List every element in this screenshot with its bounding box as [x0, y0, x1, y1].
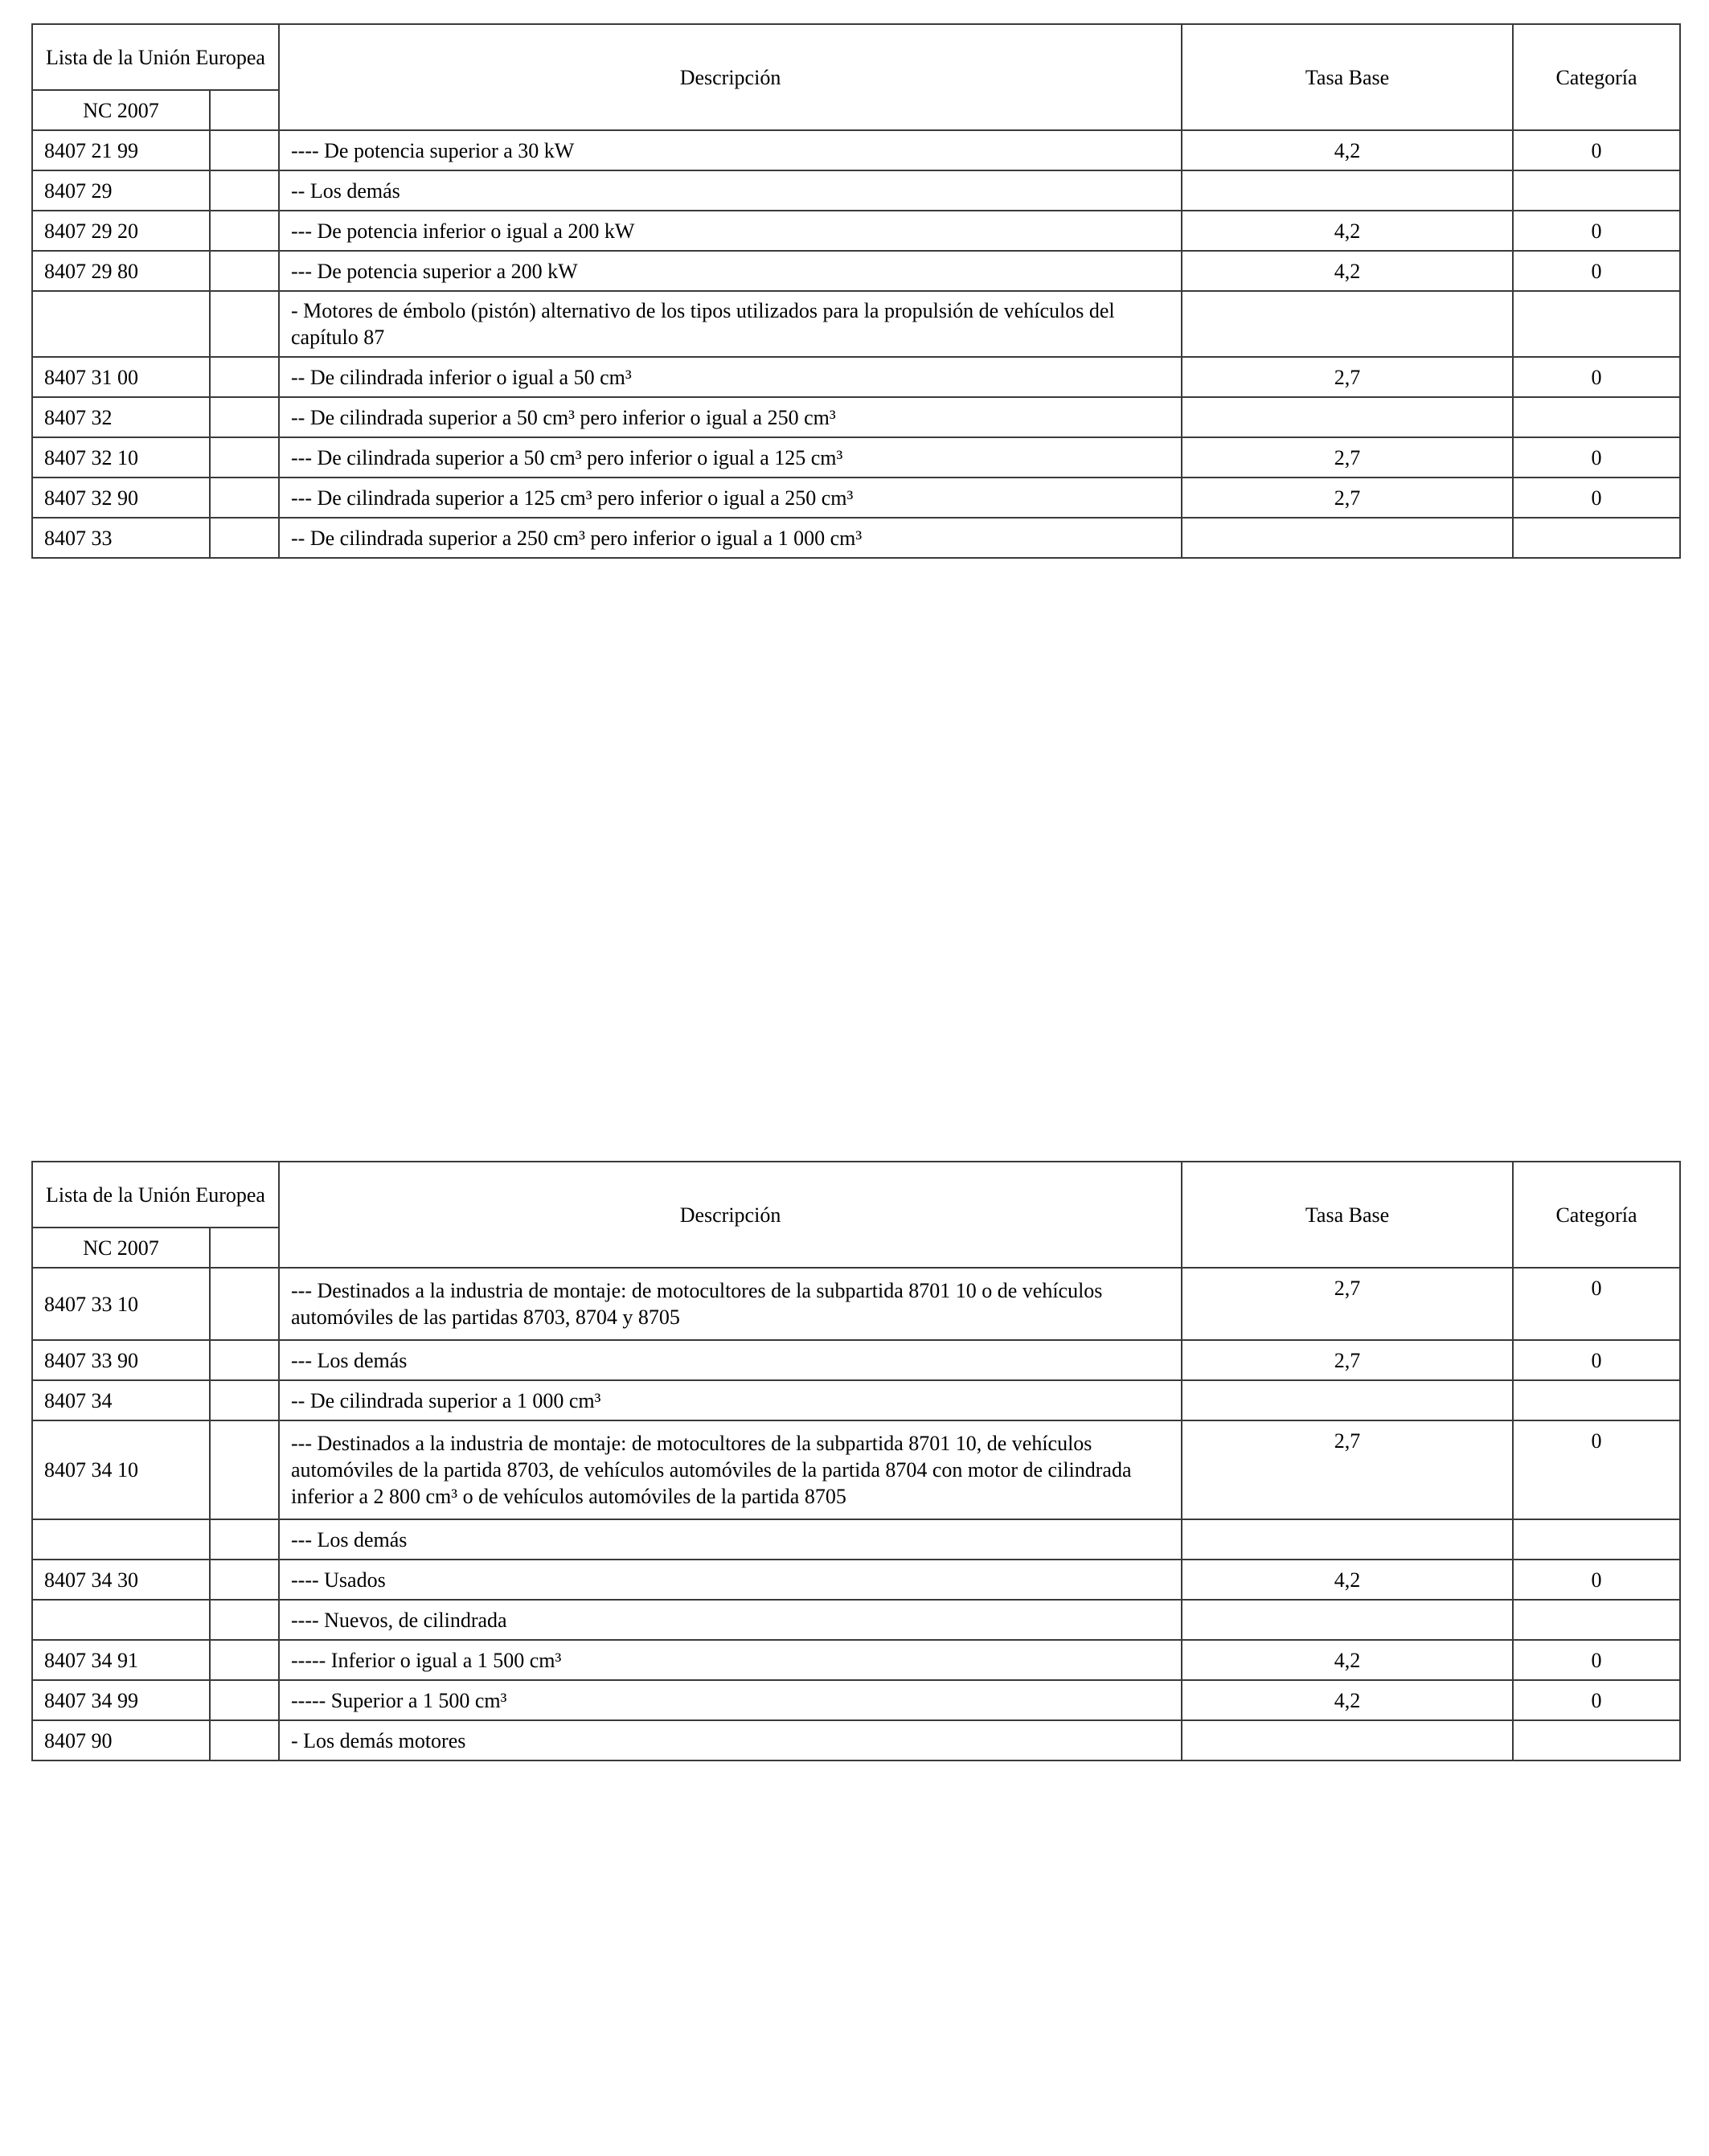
blank-cell: [210, 1268, 279, 1340]
description-cell: --- Destinados a la industria de montaje: de motocultores de la subpartida 8701 10, de vehículos automóviles de la partida 8703, de vehículos automóviles de la partida 8704 con motor de cilindrada inferior a 2 800 cm³ o de vehículos automóviles de la partida 8705: [279, 1420, 1182, 1519]
category-cell: [1513, 518, 1680, 558]
category-cell: [1513, 1600, 1680, 1640]
rate-cell: [1182, 1720, 1513, 1760]
table-row: [32, 291, 1680, 357]
header-nc: NC 2007: [32, 1228, 210, 1268]
tariff-table-1: [31, 23, 1681, 559]
blank-cell: [210, 211, 279, 251]
table-row: [32, 357, 1680, 397]
rate-cell: [1182, 1600, 1513, 1640]
description-cell: --- Los demás: [279, 1340, 1182, 1380]
rate-cell: 4,2: [1182, 1680, 1513, 1720]
header-description: Descripción: [279, 1162, 1182, 1268]
category-cell: 0: [1513, 211, 1680, 251]
header-list-title: Lista de la Unión Europea: [32, 1162, 279, 1228]
description-cell: - Los demás motores: [279, 1720, 1182, 1760]
rate-cell: 4,2: [1182, 211, 1513, 251]
code-cell: 8407 32 90: [32, 478, 210, 518]
table-row: [32, 1519, 1680, 1560]
description-cell: --- Los demás: [279, 1519, 1182, 1560]
rate-cell: 4,2: [1182, 1640, 1513, 1680]
rate-cell: 4,2: [1182, 1560, 1513, 1600]
blank-cell: [210, 1519, 279, 1560]
rate-cell: [1182, 397, 1513, 437]
blank-cell: [210, 1680, 279, 1720]
header-rate: Tasa Base: [1182, 1162, 1513, 1268]
code-cell: 8407 34 91: [32, 1640, 210, 1680]
blank-cell: [210, 397, 279, 437]
description-cell: --- De potencia inferior o igual a 200 kW: [279, 211, 1182, 251]
description-cell: ---- De potencia superior a 30 kW: [279, 130, 1182, 170]
code-cell: 8407 29 80: [32, 251, 210, 291]
code-cell: 8407 33 90: [32, 1340, 210, 1380]
table-row: [32, 1380, 1680, 1420]
header-description: Descripción: [279, 24, 1182, 130]
category-cell: 0: [1513, 1640, 1680, 1680]
category-cell: 0: [1513, 437, 1680, 478]
blank-cell: [210, 1560, 279, 1600]
code-cell: 8407 32 10: [32, 437, 210, 478]
category-cell: 0: [1513, 251, 1680, 291]
rate-cell: [1182, 1519, 1513, 1560]
table-row: [32, 1340, 1680, 1380]
header-empty-cell: [210, 90, 279, 130]
description-cell: -- De cilindrada superior a 50 cm³ pero inferior o igual a 250 cm³: [279, 397, 1182, 437]
header-rate: Tasa Base: [1182, 24, 1513, 130]
table-row: [32, 437, 1680, 478]
rate-cell: 4,2: [1182, 251, 1513, 291]
code-cell: 8407 29 20: [32, 211, 210, 251]
code-cell: 8407 34: [32, 1380, 210, 1420]
category-cell: 0: [1513, 1680, 1680, 1720]
category-cell: [1513, 1519, 1680, 1560]
description-cell: --- Destinados a la industria de montaje: de motocultores de la subpartida 8701 10 o de vehículos automóviles de las partidas 8703, 8704 y 8705: [279, 1268, 1182, 1340]
table-row: [32, 211, 1680, 251]
rate-cell: 2,7: [1182, 357, 1513, 397]
table-row: [32, 1268, 1680, 1340]
blank-cell: [210, 437, 279, 478]
tariff-table-2: [31, 1161, 1681, 1761]
table-row: [32, 1720, 1680, 1760]
description-cell: -- De cilindrada superior a 250 cm³ pero inferior o igual a 1 000 cm³: [279, 518, 1182, 558]
code-cell: [32, 1600, 210, 1640]
blank-cell: [210, 1640, 279, 1680]
description-cell: ----- Superior a 1 500 cm³: [279, 1680, 1182, 1720]
table-row: [32, 251, 1680, 291]
category-cell: 0: [1513, 1340, 1680, 1380]
category-cell: [1513, 1720, 1680, 1760]
category-cell: [1513, 397, 1680, 437]
category-cell: 0: [1513, 357, 1680, 397]
category-cell: 0: [1513, 130, 1680, 170]
header-empty-cell: [210, 1228, 279, 1268]
blank-cell: [210, 478, 279, 518]
description-cell: -- De cilindrada inferior o igual a 50 cm³: [279, 357, 1182, 397]
blank-cell: [210, 130, 279, 170]
rate-cell: 2,7: [1182, 1268, 1513, 1340]
table-row: [32, 1680, 1680, 1720]
blank-cell: [210, 1340, 279, 1380]
description-cell: --- De potencia superior a 200 kW: [279, 251, 1182, 291]
code-cell: 8407 90: [32, 1720, 210, 1760]
description-cell: --- De cilindrada superior a 125 cm³ pero inferior o igual a 250 cm³: [279, 478, 1182, 518]
blank-cell: [210, 1600, 279, 1640]
code-cell: 8407 34 30: [32, 1560, 210, 1600]
blank-cell: [210, 1380, 279, 1420]
header-category: Categoría: [1513, 24, 1680, 130]
category-cell: 0: [1513, 1420, 1680, 1519]
table-row: [32, 1560, 1680, 1600]
blank-cell: [210, 1720, 279, 1760]
category-cell: [1513, 1380, 1680, 1420]
category-cell: 0: [1513, 1268, 1680, 1340]
code-cell: 8407 21 99: [32, 130, 210, 170]
code-cell: [32, 1519, 210, 1560]
table-row: [32, 397, 1680, 437]
blank-cell: [210, 518, 279, 558]
description-cell: ---- Nuevos, de cilindrada: [279, 1600, 1182, 1640]
description-cell: --- De cilindrada superior a 50 cm³ pero inferior o igual a 125 cm³: [279, 437, 1182, 478]
rate-cell: 2,7: [1182, 1340, 1513, 1380]
code-cell: 8407 33 10: [32, 1268, 210, 1340]
code-cell: 8407 33: [32, 518, 210, 558]
rate-cell: 2,7: [1182, 437, 1513, 478]
description-cell: - Motores de émbolo (pistón) alternativo de los tipos utilizados para la propulsión de vehículos del capítulo 87: [279, 291, 1182, 357]
code-cell: 8407 34 10: [32, 1420, 210, 1519]
code-cell: 8407 29: [32, 170, 210, 211]
code-cell: 8407 31 00: [32, 357, 210, 397]
table-row: [32, 478, 1680, 518]
rate-cell: [1182, 518, 1513, 558]
code-cell: 8407 34 99: [32, 1680, 210, 1720]
table-row: [32, 170, 1680, 211]
rate-cell: 4,2: [1182, 130, 1513, 170]
table-row: [32, 130, 1680, 170]
blank-cell: [210, 1420, 279, 1519]
table-row: [32, 1600, 1680, 1640]
category-cell: 0: [1513, 478, 1680, 518]
table-row: [32, 1640, 1680, 1680]
table-row: [32, 1420, 1680, 1519]
blank-cell: [210, 291, 279, 357]
description-cell: -- Los demás: [279, 170, 1182, 211]
category-cell: 0: [1513, 1560, 1680, 1600]
description-cell: ----- Inferior o igual a 1 500 cm³: [279, 1640, 1182, 1680]
rate-cell: [1182, 1380, 1513, 1420]
table-row: [32, 518, 1680, 558]
category-cell: [1513, 291, 1680, 357]
blank-cell: [210, 357, 279, 397]
code-cell: [32, 291, 210, 357]
description-cell: ---- Usados: [279, 1560, 1182, 1600]
blank-cell: [210, 251, 279, 291]
rate-cell: 2,7: [1182, 1420, 1513, 1519]
header-category: Categoría: [1513, 1162, 1680, 1268]
category-cell: [1513, 170, 1680, 211]
header-nc: NC 2007: [32, 90, 210, 130]
rate-cell: 2,7: [1182, 478, 1513, 518]
header-list-title: Lista de la Unión Europea: [32, 24, 279, 90]
rate-cell: [1182, 291, 1513, 357]
description-cell: -- De cilindrada superior a 1 000 cm³: [279, 1380, 1182, 1420]
rate-cell: [1182, 170, 1513, 211]
blank-cell: [210, 170, 279, 211]
code-cell: 8407 32: [32, 397, 210, 437]
